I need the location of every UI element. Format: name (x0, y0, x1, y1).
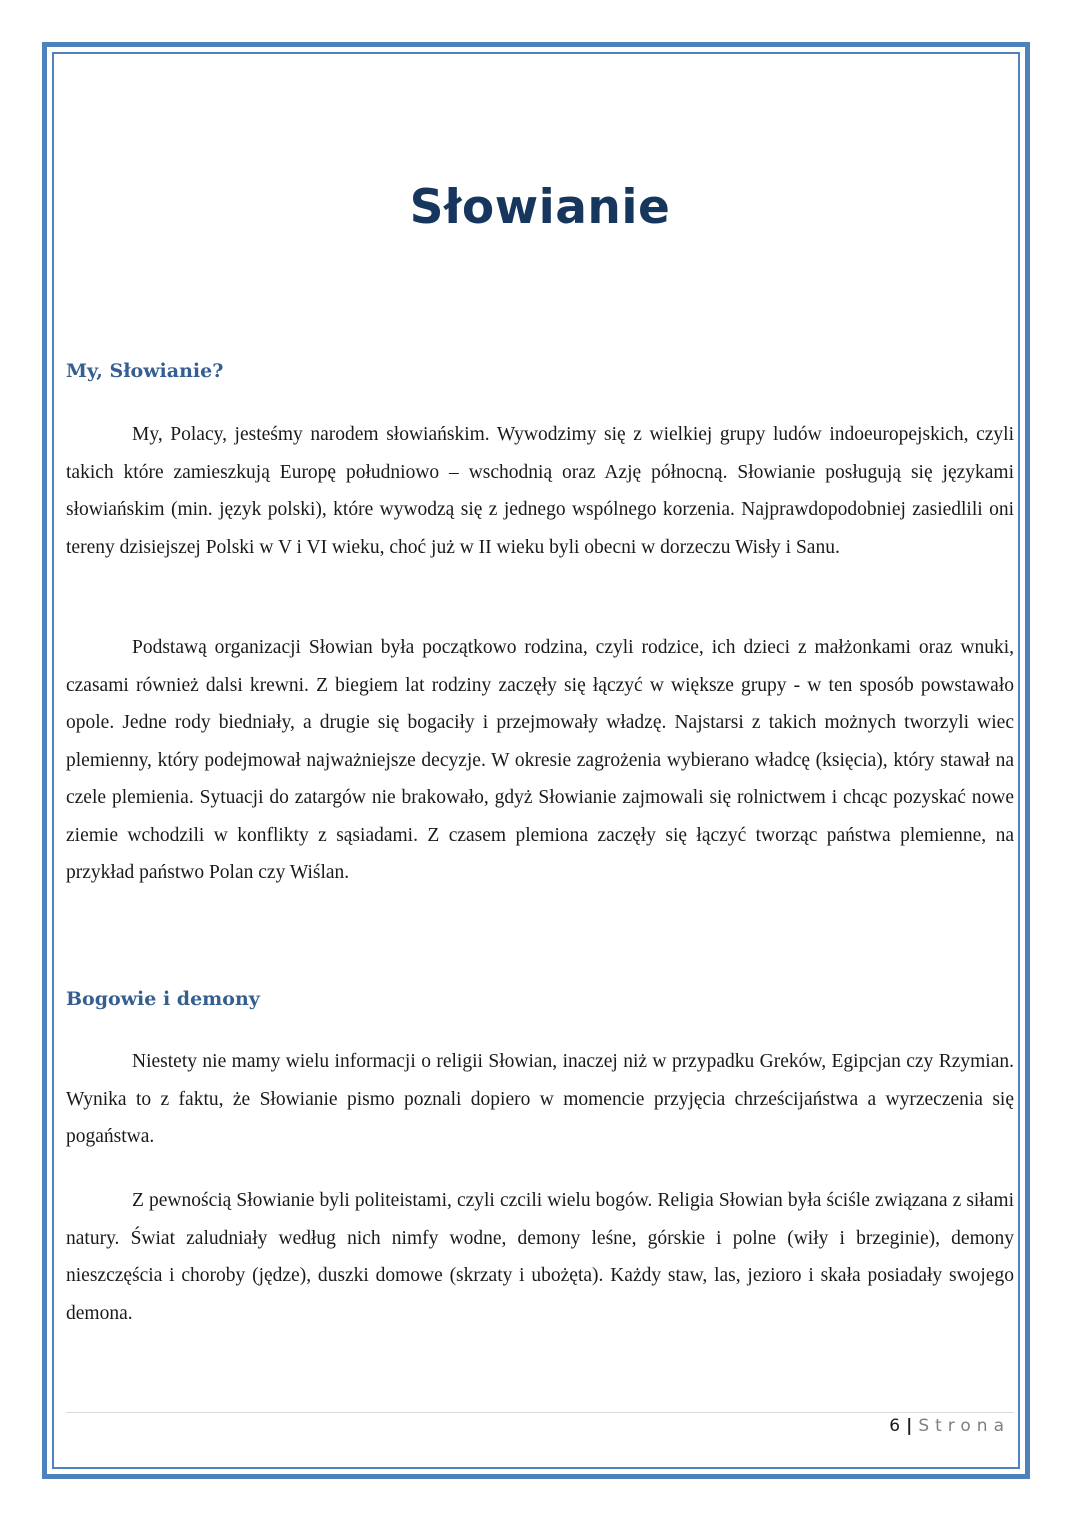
paragraph-organization: Podstawą organizacji Słowian była początkowo rodzina, czyli rodzice, ich dzieci z małżonkami oraz wnuki, czasami również dalsi krewni. Z biegiem lat rodziny zaczęły się łączyć w większe grupy - w ten sposób powstawało opole. Jedne rody biedniały, a drugie się bogaciły i przejmowały władzę. Najstarsi z takich możnych tworzyli wiec plemienny, który podejmował najważniejsze decyzje. W okresie zagrożenia wybierano władcę (księcia), który stawał na czele plemienia. Sytuacji do zatargów nie brakowało, gdyż Słowianie zajmowali się rolnictwem i chcąc pozyskać nowe ziemie wchodzili w konflikty z sąsiadami. Z czasem plemiona zaczęły się łączyć tworząc państwa plemienne, na przykład państwo Polan czy Wiślan. (66, 637, 1014, 883)
page-title: Słowianie (409, 180, 671, 235)
paragraph-polytheism: Z pewnością Słowianie byli politeistami, czyli czcili wielu bogów. Religia Słowian była ściśle związana z siłami natury. Świat zaludniały według nich nimfy wodne, demony leśne, górskie i polne (wiły i brzeginie), demony nieszczęścia i choroby (jędze), duszki domowe (skrzaty i ubożęta). Każdy staw, las, jezioro i skała posiadały swojego demona. (66, 1190, 1014, 1324)
page-footer (889, 1416, 1010, 1436)
paragraph-origins: My, Polacy, jesteśmy narodem słowiańskim. Wywodzimy się z wielkiej grupy ludów indoeuropejskich, czyli takich które zamieszkują Europę południowo – wschodnią oraz Azję północną. Słowianie posługują się językami słowiańskim (min. język polski), które wywodzą się z jednego wspólnego korzenia. Najprawdopodobniej zasiedlili oni tereny dzisiejszej Polski w V i VI wieku, choć już w II wieku byli obecni w dorzeczu Wisły i Sanu. (66, 424, 1014, 558)
section-heading-bogowie-i-demony: Bogowie i demony (66, 988, 260, 1010)
page-number: 6 (889, 1416, 901, 1436)
footer-separator: | (906, 1416, 913, 1436)
footer-divider (66, 1412, 1014, 1413)
section-heading-my-slowianie: My, Słowianie? (66, 360, 224, 382)
page-label: Strona (918, 1416, 1010, 1436)
paragraph-religion-sources: Niestety nie mamy wielu informacji o religii Słowian, inaczej niż w przypadku Greków, Egipcjan czy Rzymian. Wynika to z faktu, że Słowianie pismo poznali dopiero w momencie przyjęcia chrześcijaństwa a wyrzeczenia się pogaństwa. (66, 1051, 1014, 1147)
